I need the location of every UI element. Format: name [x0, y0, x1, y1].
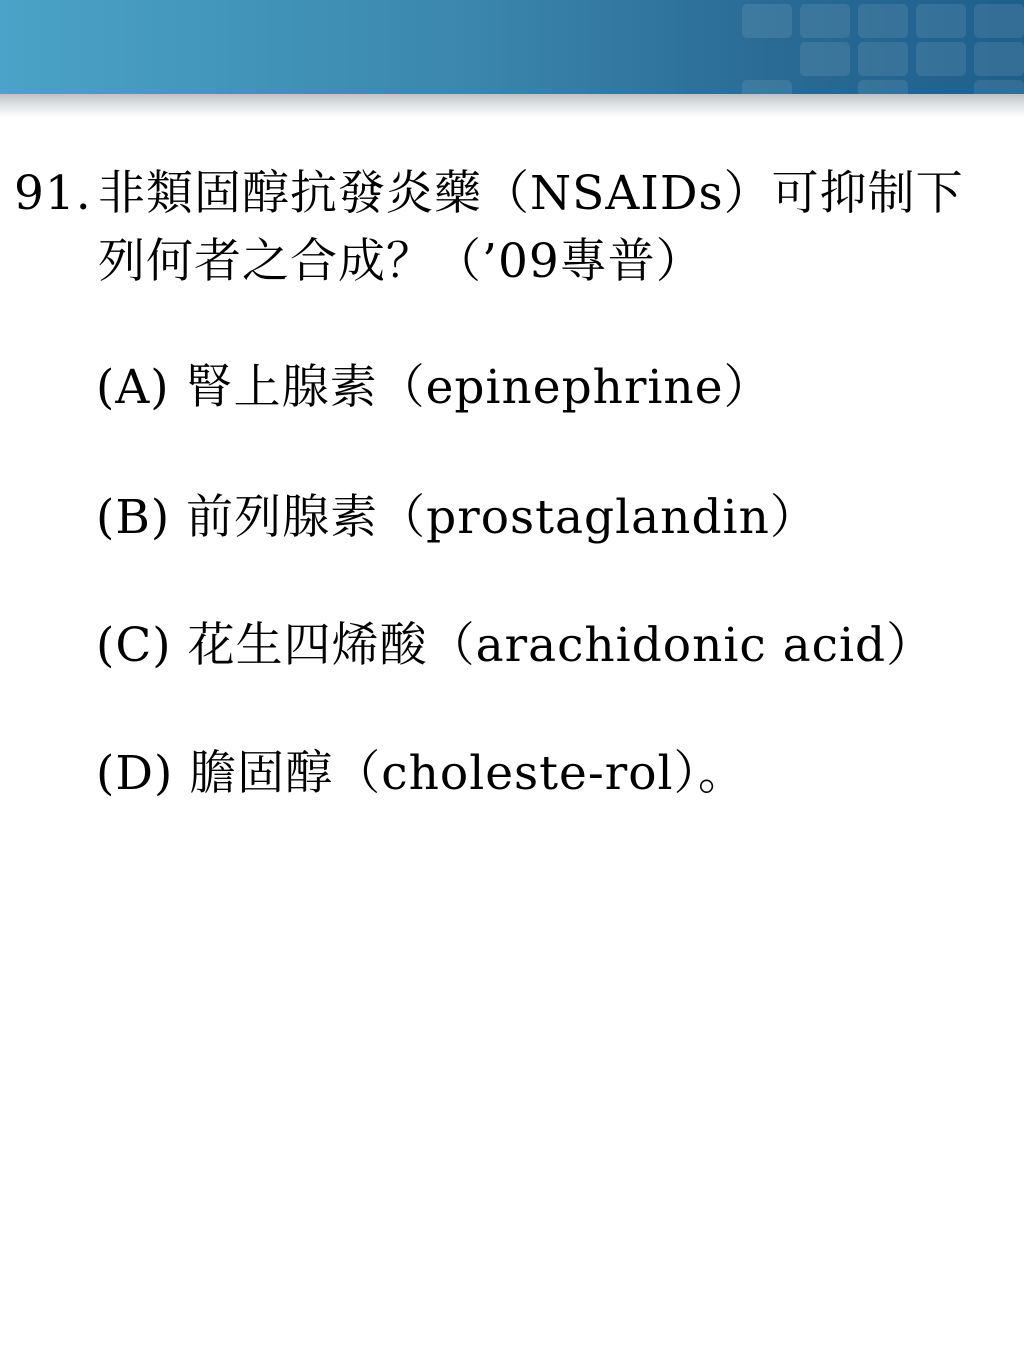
header-decor-tile: [800, 4, 850, 38]
question-number: 91.: [14, 166, 92, 221]
header-decor-tile: [858, 4, 908, 38]
header-decor-tile: [974, 4, 1024, 38]
option-c-text: 花生四烯酸（arachidonic acid）: [171, 618, 935, 673]
option-b-text: 前列腺素（prostaglandin）: [170, 490, 818, 545]
option-c: [96, 608, 934, 675]
header-decor-tile: [916, 42, 966, 76]
option-b-label: (B): [96, 490, 171, 545]
header-decor-tile: [742, 4, 792, 38]
header-decor-tile: [974, 42, 1024, 76]
option-a-label: (A): [96, 360, 170, 415]
option-a-text: 腎上腺素（epinephrine）: [169, 360, 772, 415]
header-decor-tile: [916, 4, 966, 38]
header-decor-tile: [858, 80, 908, 94]
option-d-text: 膽固醇（choleste-rol）。: [173, 746, 747, 801]
header-decor-tile: [800, 42, 850, 76]
option-d-label: (D): [96, 746, 174, 801]
header-divider-shadow: [0, 94, 1024, 118]
header-decor-tile: [742, 80, 792, 94]
question-text: 非類固醇抗發炎藥（NSAIDs）可抑制下列何者之合成？（’09專普）: [98, 166, 964, 289]
header-decor-tile: [974, 80, 1024, 94]
option-c-label: (C): [96, 618, 172, 673]
option-d: [96, 736, 746, 803]
option-b: [96, 480, 818, 547]
header-band: [0, 0, 1024, 94]
option-a: [96, 350, 772, 417]
header-decor-tile: [858, 42, 908, 76]
